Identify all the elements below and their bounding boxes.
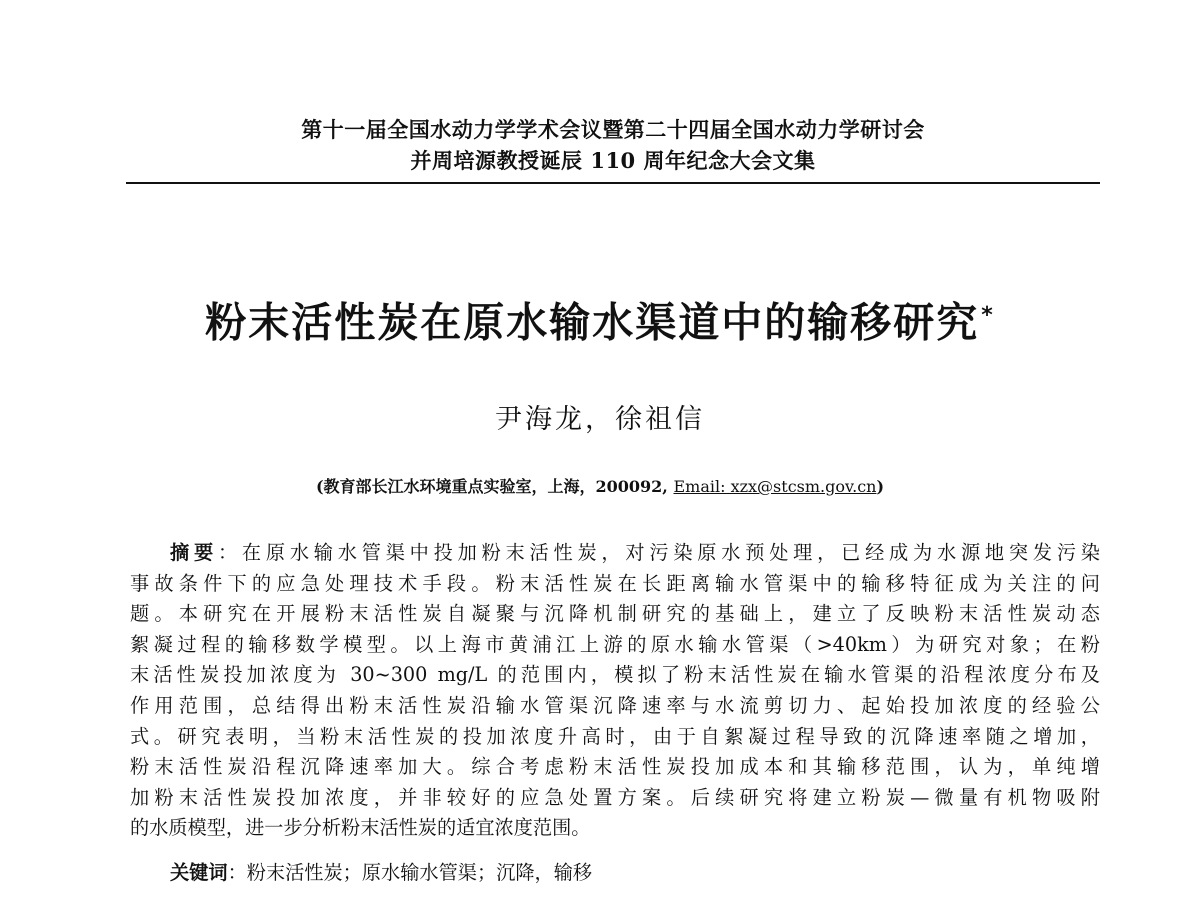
paper-authors: 尹海龙，徐祖信 bbox=[495, 404, 705, 435]
keywords-text: ：粉末活性炭；原水输水管渠；沉降，输移 bbox=[227, 861, 593, 884]
abstract-line: 题。本研究在开展粉末活性炭自凝聚与沉降机制研究的基础上，建立了反映粉末活性炭动态 bbox=[130, 602, 1100, 626]
keywords-label: 关键词 bbox=[170, 861, 228, 884]
abstract-section bbox=[130, 538, 1100, 844]
proceedings-header bbox=[126, 114, 1100, 176]
author-email: Email: xzx@stcsm.gov.cn bbox=[673, 477, 877, 496]
header-divider bbox=[126, 182, 1100, 184]
paper-affiliation bbox=[150, 474, 1050, 500]
abstract-line bbox=[130, 538, 1100, 569]
abstract-line: 作用范围，总结得出粉末活性炭沿输水管渠沉降速率与水流剪切力、起始投加浓度的经验公 bbox=[130, 693, 1100, 717]
abstract-line: 的水质模型，进一步分析粉末活性炭的适宜浓度范围。 bbox=[130, 816, 591, 840]
paper-title-text: 粉末活性炭在原水输水渠道中的输移研究 bbox=[205, 298, 980, 347]
title-footnote-mark: * bbox=[981, 303, 995, 328]
abstract-line: 事故条件下的应急处理技术手段。粉末活性炭在长距离输水管渠中的输移特征成为关注的问 bbox=[130, 571, 1100, 595]
abstract-line: 絮凝过程的输移数学模型。以上海市黄浦江上游的原水输水管渠（>40km）为研究对象；在粉 bbox=[130, 632, 1100, 656]
abstract-line-text: ：在原水输水管渠中投加粉末活性炭，对污染原水预处理，已经成为水源地突发污染 bbox=[217, 541, 1100, 564]
affiliation-close: ) bbox=[876, 477, 885, 496]
abstract-label: 摘要 bbox=[170, 541, 218, 564]
abstract-line: 加粉末活性炭投加浓度，并非较好的应急处置方案。后续研究将建立粉炭—微量有机物吸附 bbox=[130, 785, 1100, 809]
proceedings-title-line-2: 并周培源教授诞辰 110 周年纪念大会文集 bbox=[410, 148, 816, 173]
abstract-line: 末活性炭投加浓度为 30~300 mg/L 的范围内，模拟了粉末活性炭在输水管渠的沿程浓度分布及 bbox=[130, 663, 1100, 687]
proceedings-title-line-1: 第十一届全国水动力学学术会议暨第二十四届全国水动力学研讨会 bbox=[301, 117, 925, 142]
paper-title bbox=[60, 288, 1140, 351]
abstract-line: 式。研究表明，当粉末活性炭的投加浓度升高时，由于自絮凝过程导致的沉降速率随之增加， bbox=[130, 724, 1100, 748]
keywords-section bbox=[170, 858, 592, 888]
affiliation-text: (教育部长江水环境重点实验室，上海，200092, bbox=[315, 477, 668, 496]
abstract-line: 粉末活性炭沿程沉降速率加大。综合考虑粉末活性炭投加成本和其输移范围，认为，单纯增 bbox=[130, 755, 1100, 779]
